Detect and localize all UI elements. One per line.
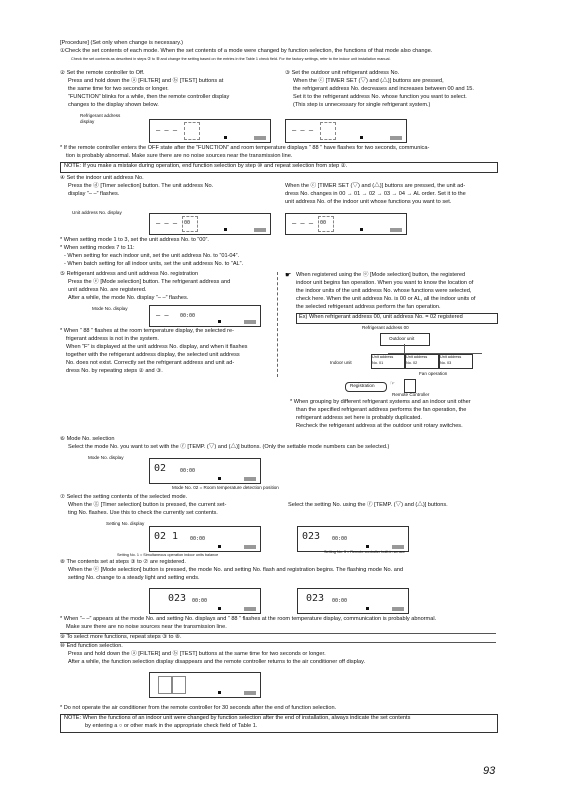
lcd-digits: 02 bbox=[154, 463, 167, 474]
lcd-tag bbox=[390, 136, 402, 140]
step5-text: unit address No. are registered. bbox=[68, 287, 147, 293]
group-note: refrigerant address set here is probably duplicated. bbox=[296, 415, 422, 421]
example-text: Ex) When refrigerant address 00, unit address No. = 02 registered bbox=[299, 314, 463, 320]
step7-caption: Setting No. 1 = Simultaneous operation indoor units balance bbox=[117, 553, 219, 557]
lcd-digits: 023 bbox=[168, 593, 187, 604]
step2-text: changes to the display shown below. bbox=[68, 102, 159, 108]
step5-warn: frigerant address is not in the system. bbox=[66, 336, 159, 342]
lcd-digits: 00:00 bbox=[180, 468, 196, 474]
step4-text: Press the ⓓ [Timer selection] button. The unit address No. bbox=[68, 183, 214, 189]
remote-lcd-display bbox=[297, 588, 409, 614]
divider bbox=[60, 642, 496, 643]
lcd-cell bbox=[184, 122, 200, 140]
step7-right: Select the setting No. using the ⓕ [TEMP. (▽) and (△)] buttons. bbox=[288, 502, 448, 508]
lcd-cell bbox=[158, 676, 172, 694]
disp-label: display bbox=[80, 119, 95, 124]
hint-icon: ☛ bbox=[285, 272, 292, 279]
lcd-indicator bbox=[218, 607, 221, 610]
step3-text: the refrigerant address No. decreases and increases between 00 and 15. bbox=[293, 86, 474, 92]
step4-right: unit address No. of the indoor unit whose functions you want to set. bbox=[285, 199, 452, 205]
disp-label: Mode No. display bbox=[92, 306, 128, 311]
step7-text: ting No. flashes. Use this to check the currently set contents. bbox=[68, 510, 218, 516]
lcd-cell bbox=[318, 216, 334, 232]
remote-lcd-display bbox=[149, 213, 271, 235]
step2-title: ② Set the remote controller to Off. bbox=[60, 70, 145, 76]
step4-right: When the ⓒ [TIMER SET (▽) and (△)] buttons are pressed, the unit ad- bbox=[285, 183, 466, 189]
lcd-digits: – – – bbox=[156, 219, 178, 227]
step5-info: the selected refrigerant address perform the fan operation. bbox=[296, 304, 441, 310]
remote-label: Remote Controller bbox=[392, 392, 430, 397]
step7-title: ⑦ Select the setting contents of the selected mode. bbox=[60, 494, 188, 500]
step6-title: ⑥ Mode No. selection bbox=[60, 436, 115, 442]
lcd-cell bbox=[320, 122, 336, 140]
step3-text: (This step is unnecessary for single refrigerant system.) bbox=[293, 102, 431, 108]
lcd-digits: 00:00 bbox=[192, 598, 208, 604]
step5-warn: When “F” is displayed at the unit address No. display, and when it flashes bbox=[66, 344, 248, 350]
remote-lcd-display bbox=[285, 213, 407, 235]
step9: ⑨ To select more functions, repeat steps ③ to ⑧. bbox=[60, 634, 182, 640]
remote-lcd-display bbox=[149, 305, 261, 327]
lcd-tag bbox=[244, 545, 256, 549]
remote-lcd-display bbox=[149, 119, 271, 143]
lcd-tag bbox=[390, 228, 402, 232]
unit-label: Unit address bbox=[440, 355, 462, 359]
footer-note: by entering a ○ or other mark in the appropriate check field of Table 1. bbox=[85, 723, 258, 729]
remote-controller-icon bbox=[404, 379, 416, 393]
step5-warn: dress No. by repeating steps ② and ③. bbox=[66, 368, 163, 374]
lcd-digits: 00 bbox=[184, 220, 191, 226]
step4-note: * When setting modes 7 to 11: bbox=[60, 245, 135, 251]
unit-label: No. 02 bbox=[406, 361, 418, 365]
lcd-digits: – – – bbox=[156, 126, 178, 134]
step5-warn: * When “ 88 ” flashes at the room temperature display, the selected re- bbox=[60, 328, 235, 334]
unit-label: Unit address bbox=[372, 355, 394, 359]
step3-title: ③ Set the outdoor unit refrigerant address No. bbox=[285, 70, 400, 76]
disp-label: Setting No. display bbox=[106, 521, 145, 526]
step10-text: Press and hold down the ⓐ [FILTER] and ⓑ [TEST] buttons at the same time for two seconds or longer. bbox=[68, 651, 326, 657]
lcd-indicator bbox=[360, 228, 363, 231]
intro-note: Check the set contents as described in steps ② to ⑧ and change the setting based on the entries in the Table 1 check field. For the factory settings, refer to the indoor unit installation manual. bbox=[71, 57, 391, 61]
group-note: * When grouping by different refrigerant systems and an indoor unit other bbox=[290, 399, 471, 405]
lcd-indicator bbox=[224, 136, 227, 139]
lcd-indicator bbox=[360, 136, 363, 139]
lcd-digits: 00:00 bbox=[190, 536, 206, 542]
note-mistake: NOTE: If you make a mistake during operation, end function selection by step ⑩ and repeat selection from step ②. bbox=[64, 163, 348, 169]
lcd-digits: 023 bbox=[302, 531, 321, 542]
note-dash: * When “– –” appears at the mode No. and setting No. displays and “ 88 ” flashes at the room temperature display, communication is probably abnormal. bbox=[60, 616, 437, 622]
step2-text: “FUNCTION” blinks for a while, then the remote controller display bbox=[68, 94, 230, 100]
step4-note: - When batch setting for all indoor units, set the unit address No. to “AL”. bbox=[64, 261, 244, 267]
lcd-indicator bbox=[366, 545, 369, 548]
step2-text: Press and hold down the ⓐ [FILTER] and ⓑ [TEST] buttons at bbox=[68, 78, 224, 84]
disp-label: Mode No. display bbox=[88, 455, 124, 460]
note-off: tion is probably abnormal. Make sure there are no noise sources near the transmission line. bbox=[66, 153, 293, 159]
lcd-digits: 00:00 bbox=[332, 536, 348, 542]
step8-title: ⑧ The contents set at steps ③ to ⑦ are registered. bbox=[60, 559, 186, 565]
step5-info: check here. When the unit address No. is 00 or AL, all the indoor units of bbox=[296, 296, 476, 302]
step4-title: ④ Set the indoor unit address No. bbox=[60, 175, 144, 181]
registration-label: Registration bbox=[350, 383, 375, 388]
page-number: 93 bbox=[483, 765, 496, 777]
remote-lcd-display bbox=[149, 458, 261, 484]
lcd-tag bbox=[244, 607, 256, 611]
indoor-unit-label: Indoor unit bbox=[330, 360, 352, 365]
lcd-digits: 00:00 bbox=[332, 598, 348, 604]
column-divider bbox=[277, 272, 278, 377]
step7-text: When the ⓖ [Timer selection] button is pressed, the current set- bbox=[68, 502, 227, 508]
procedure-title: [Procedure] (Set only when change is necessary.) bbox=[60, 40, 184, 46]
lcd-digits: 02 1 bbox=[154, 531, 179, 542]
step4-note: - When setting for each indoor unit, set the unit address No. to “01-04”. bbox=[64, 253, 240, 259]
step3-text: When the ⓒ [TIMER SET (▽) and (△)] buttons are pressed, bbox=[293, 78, 444, 84]
lcd-tag bbox=[244, 320, 256, 324]
step6-text: Select the mode No. you want to set with the ⓕ [TEMP. (▽) and (△)] buttons. (Only the settable mode numbers can be selected.) bbox=[68, 444, 390, 450]
hand-icon: ☞ bbox=[390, 381, 396, 387]
unit-label: No. 01 bbox=[372, 361, 384, 365]
step5-warn: No. does not exist. Correctly set the refrigerant address and unit ad- bbox=[66, 360, 235, 366]
lcd-digits: 00 bbox=[320, 220, 327, 226]
footer-warning: * Do not operate the air conditioner from the remote controller for 30 seconds after the end of function selection. bbox=[60, 705, 337, 711]
step3-text: Set it to the refrigerant address No. whose function you want to select. bbox=[293, 94, 467, 100]
lcd-indicator bbox=[224, 228, 227, 231]
lcd-digits: 023 bbox=[306, 593, 325, 604]
step5-info: indoor unit begins fan operation. When you want to know the location of bbox=[296, 280, 474, 286]
step5-warn: together with the refrigerant address display, the selected unit address bbox=[66, 352, 240, 358]
step4-text: display “– –” flashes. bbox=[68, 191, 120, 197]
step5-text: Press the ⓔ [Mode selection] button. The refrigerant address and bbox=[68, 279, 231, 285]
remote-lcd-display bbox=[297, 526, 409, 552]
disp-label: Unit address No. display bbox=[72, 210, 122, 215]
ref-address-label: Refrigerant address 00 bbox=[362, 325, 409, 330]
disp-label: Refrigerant address bbox=[80, 113, 121, 118]
step7-caption: Setting No. 3 = Remote controller built-in sensor bbox=[324, 550, 405, 554]
unit-label: No. 03 bbox=[440, 361, 452, 365]
step5-info: the indoor units of the unit address No. whose functions were selected, bbox=[296, 288, 472, 294]
lcd-tag bbox=[392, 545, 404, 549]
group-note: than the specified refrigerant address performs the fan operation, the bbox=[296, 407, 467, 413]
step5-title: ⑤ Refrigerant address and unit address No. registration bbox=[60, 271, 199, 277]
lcd-indicator bbox=[366, 607, 369, 610]
outdoor-unit-label: Outdoor unit bbox=[389, 336, 415, 341]
lcd-indicator bbox=[218, 477, 221, 480]
note-off: * If the remote controller enters the OFF state after the “FUNCTION” and room temperature displays “ 88 ” have flashes for two seconds, communica- bbox=[60, 145, 430, 151]
lcd-indicator bbox=[218, 320, 221, 323]
lcd-tag bbox=[254, 228, 266, 232]
note-dash: Make sure there are no noise sources near the transmission line. bbox=[66, 624, 227, 630]
step2-text: the same time for two seconds or longer. bbox=[68, 86, 169, 92]
lcd-digits: – – – bbox=[292, 219, 314, 227]
step6-caption: Mode No. 02 = Room temperature detection position bbox=[172, 485, 279, 490]
lcd-digits: 00:00 bbox=[180, 313, 196, 319]
step10-title: ⑩ End function selection. bbox=[60, 643, 123, 649]
lcd-tag bbox=[254, 136, 266, 140]
lcd-digits: – – bbox=[156, 311, 169, 319]
intro-line: ①Check the set contents of each mode. When the set contents of a mode were changed by function selection, the functions of that mode also change. bbox=[60, 48, 433, 54]
step8-text: setting No. change to a steady light and setting ends. bbox=[68, 575, 200, 581]
remote-lcd-display bbox=[149, 526, 261, 552]
remote-lcd-display bbox=[149, 588, 261, 614]
lcd-indicator bbox=[218, 691, 221, 694]
lcd-tag bbox=[244, 691, 256, 695]
lcd-cell bbox=[182, 216, 198, 232]
step5-text: After a while, the mode No. display “– –” flashes. bbox=[68, 295, 189, 301]
lcd-tag bbox=[392, 607, 404, 611]
step10-text: After a while, the function selection display disappears and the remote controller returns to the air conditioner off display. bbox=[68, 659, 366, 665]
unit-label: Unit address bbox=[406, 355, 428, 359]
step5-info: When registered using the ⓔ [Mode selection] button, the registered bbox=[296, 272, 466, 278]
step4-right: dress No. changes in 00 → 01 → 02 → 03 → 04 → AL order. Set it to the bbox=[285, 191, 466, 197]
step8-text: When the ⓔ [Mode selection] button is pressed, the mode No. and setting No. flash and registration begins. The flashing mode No. and bbox=[68, 567, 404, 573]
lcd-cell bbox=[172, 676, 186, 694]
lcd-indicator bbox=[218, 545, 221, 548]
step4-note: * When setting mode 1 to 3, set the unit address No. to “00”. bbox=[60, 237, 209, 243]
fan-label: Fan operation bbox=[419, 371, 448, 376]
remote-lcd-display bbox=[149, 672, 261, 698]
footer-note: NOTE: When the functions of an indoor unit were changed by function selection after the end of installation, always indicate the set contents bbox=[64, 715, 411, 721]
group-note: Recheck the refrigerant address at the outdoor unit rotary switches. bbox=[296, 423, 463, 429]
remote-lcd-display bbox=[285, 119, 407, 143]
lcd-digits: – – – bbox=[292, 126, 314, 134]
lcd-tag bbox=[244, 477, 256, 481]
